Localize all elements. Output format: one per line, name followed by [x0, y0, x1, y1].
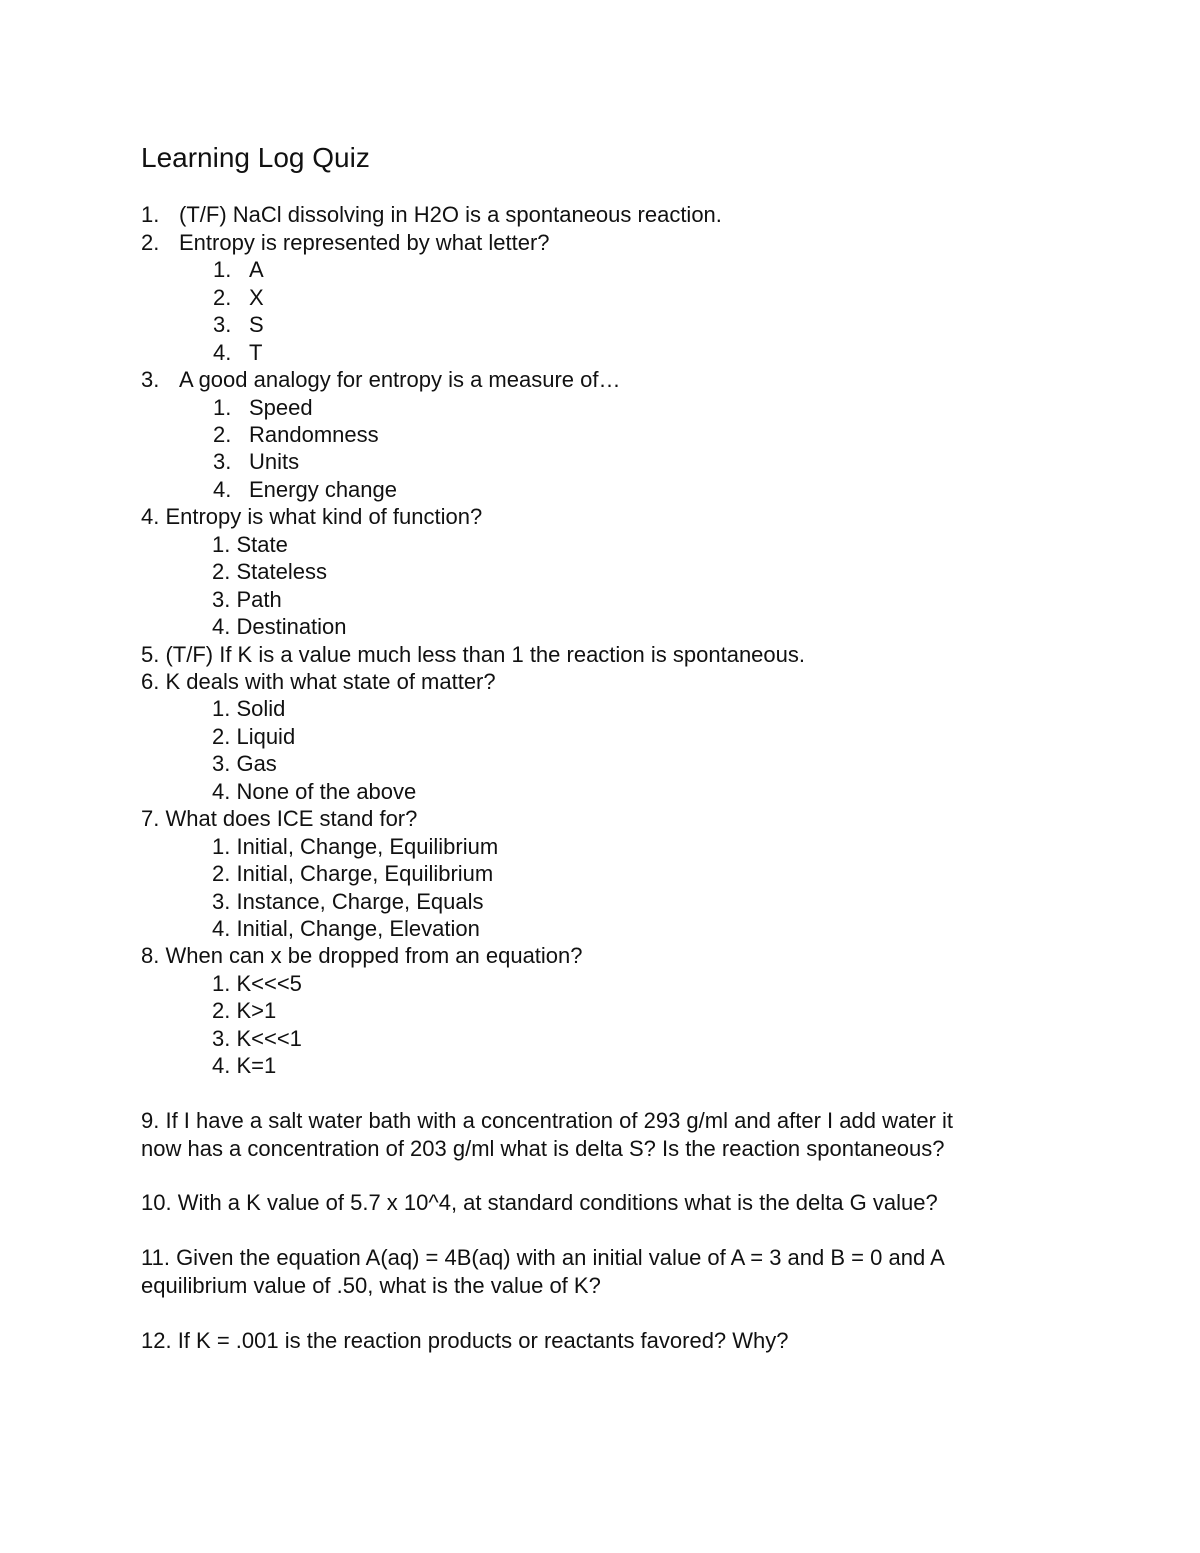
option-text: Energy change: [249, 477, 397, 502]
question-11-line-1: 11. Given the equation A(aq) = 4B(aq) with an initial value of A = 3 and B = 0 and A: [141, 1245, 945, 1270]
option-text: Units: [249, 449, 300, 474]
option-number: 2.: [213, 285, 232, 310]
question-12: 12. If K = .001 is the reaction products or reactants favored? Why?: [141, 1328, 789, 1353]
answer-option: 3. Path: [212, 587, 282, 612]
answer-option: 4. K=1: [212, 1053, 277, 1078]
answer-option: 4. Initial, Change, Elevation: [212, 916, 480, 941]
answer-option: 2. Initial, Charge, Equilibrium: [212, 861, 494, 886]
answer-option: 4. Destination: [212, 614, 347, 639]
answer-option: 1. K<<<5: [212, 971, 302, 996]
option-number: 4.: [213, 340, 232, 365]
option-number: 1.: [213, 395, 232, 420]
answer-option: 2. Liquid: [212, 724, 296, 749]
question-number: 1.: [141, 202, 160, 227]
answer-option: 3. Gas: [212, 751, 277, 776]
question-9-line-2: now has a concentration of 203 g/ml what is delta S? Is the reaction spontaneous?: [141, 1136, 945, 1161]
answer-option: 3. K<<<1: [212, 1026, 302, 1051]
answer-option: 1. Initial, Change, Equilibrium: [212, 834, 499, 859]
option-text: S: [249, 312, 264, 337]
question-number: 2.: [141, 230, 160, 255]
question-10: 10. With a K value of 5.7 x 10^4, at standard conditions what is the delta G value?: [141, 1190, 938, 1215]
option-number: 4.: [213, 477, 232, 502]
question-5: 5. (T/F) If K is a value much less than 1 the reaction is spontaneous.: [141, 642, 805, 667]
question-9-line-1: 9. If I have a salt water bath with a concentration of 293 g/ml and after I add water it: [141, 1108, 954, 1133]
option-number: 3.: [213, 312, 232, 337]
answer-option: 2. K>1: [212, 998, 277, 1023]
question-text: A good analogy for entropy is a measure of…: [179, 367, 621, 392]
option-text: X: [249, 285, 264, 310]
question-text: (T/F) NaCl dissolving in H2O is a spontaneous reaction.: [179, 202, 722, 227]
answer-option: 4. None of the above: [212, 779, 417, 804]
option-text: Randomness: [249, 422, 379, 447]
question-text: Entropy is represented by what letter?: [179, 230, 550, 255]
question-11-line-2: equilibrium value of .50, what is the value of K?: [141, 1273, 601, 1298]
question-8: 8. When can x be dropped from an equation?: [141, 943, 583, 968]
answer-option: 3. Instance, Charge, Equals: [212, 889, 484, 914]
question-6: 6. K deals with what state of matter?: [141, 669, 496, 694]
answer-option: 2. Stateless: [212, 559, 327, 584]
option-number: 1.: [213, 257, 232, 282]
answer-option: 1. Solid: [212, 696, 286, 721]
option-text: A: [249, 257, 264, 282]
option-text: T: [249, 340, 263, 365]
question-7: 7. What does ICE stand for?: [141, 806, 418, 831]
option-text: Speed: [249, 395, 313, 420]
option-number: 3.: [213, 449, 232, 474]
question-4: 4. Entropy is what kind of function?: [141, 504, 483, 529]
answer-option: 1. State: [212, 532, 288, 557]
page-title: Learning Log Quiz: [141, 142, 370, 173]
option-number: 2.: [213, 422, 232, 447]
question-number: 3.: [141, 367, 160, 392]
